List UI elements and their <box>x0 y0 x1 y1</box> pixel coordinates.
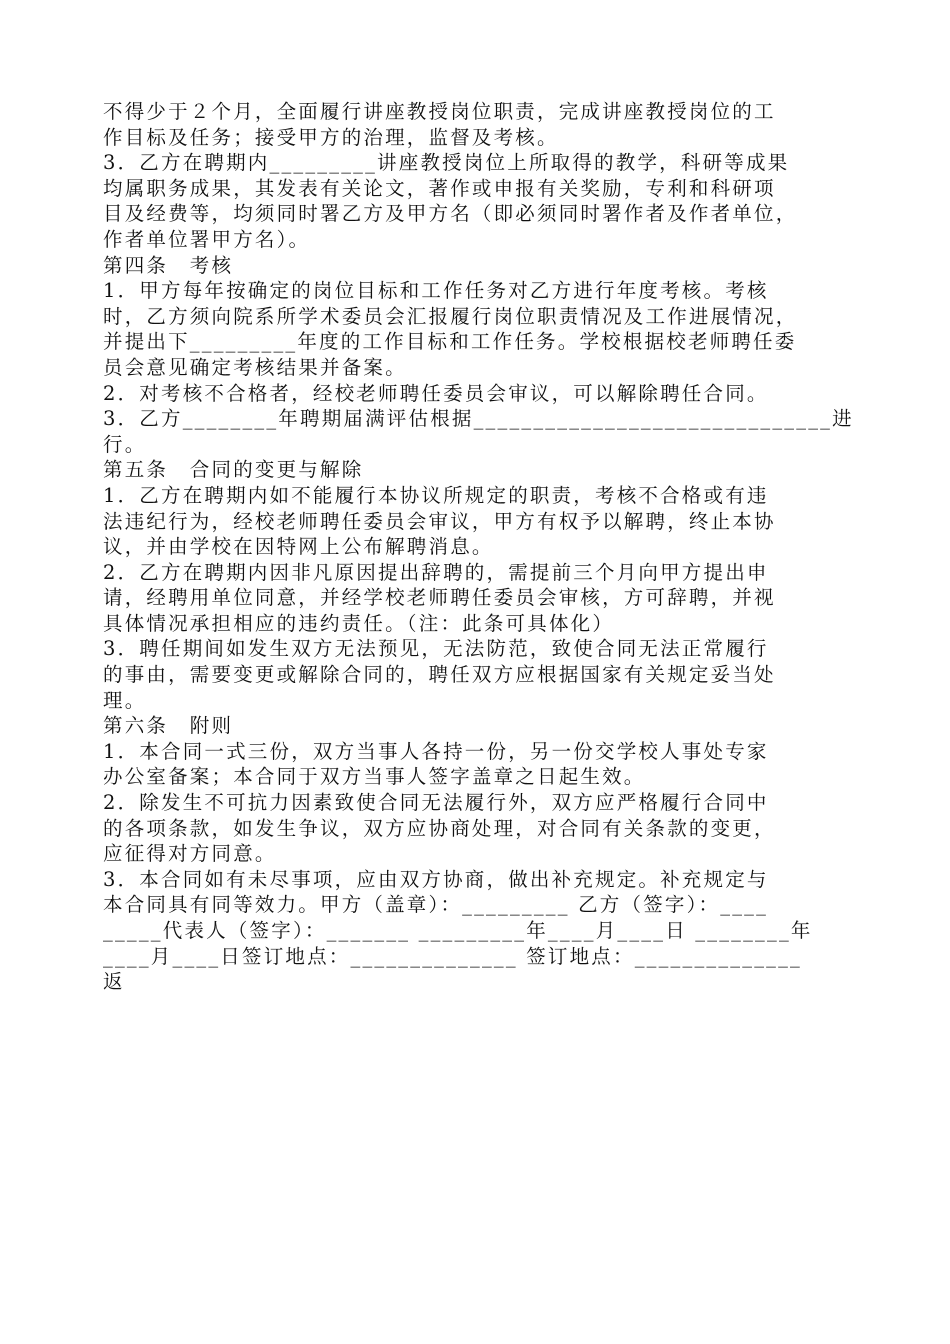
text-line: 具体情况承担相应的违约责任。（注：此条可具体化） <box>103 611 615 635</box>
text-line: 本合同具有同等效力。甲方（盖章）：_________ 乙方（签字）：____ <box>103 893 769 917</box>
text-line: 3．本合同如有未尽事项，应由双方协商，做出补充规定。补充规定与 <box>103 867 769 891</box>
text-line: 2．乙方在聘期内因非凡原因提出辞聘的，需提前三个月向甲方提出申 <box>103 560 769 584</box>
text-line: 请，经聘用单位同意，并经学校老师聘任委员会审核，方可辞聘，并视 <box>103 586 776 610</box>
text-line: ____月____日签订地点：______________ 签订地点：______________ <box>103 944 802 968</box>
text-line: 时，乙方须向院系所学术委员会汇报履行岗位职责情况及工作进展情况， <box>103 304 798 328</box>
text-line: 员会意见确定考核结果并备案。 <box>103 355 407 379</box>
text-line: 的各项条款，如发生争议，双方应协商处理，对合同有关条款的变更， <box>103 816 776 840</box>
text-line: 不得少于２个月，全面履行讲座教授岗位职责，完成讲座教授岗位的工 <box>103 100 776 123</box>
text-line: 1．乙方在聘期内如不能履行本协议所规定的职责，考核不合格或有违 <box>103 483 769 507</box>
text-line: 应征得对方同意。 <box>103 842 277 866</box>
section-heading: 第五条 合同的变更与解除 <box>103 458 364 482</box>
text-line: 返 <box>103 970 125 994</box>
section-heading: 第六条 附则 <box>103 714 234 738</box>
text-line: 目及经费等，均须同时署乙方及甲方名（即必须同时署作者及作者单位， <box>103 202 798 226</box>
document-body <box>103 99 863 995</box>
text-line: 行。 <box>103 432 147 456</box>
text-line: 均属职务成果，其发表有关论文，著作或申报有关奖励，专利和科研项 <box>103 176 776 200</box>
text-line: 并提出下_________年度的工作目标和工作任务。学校根据校老师聘任委 <box>103 330 797 354</box>
text-line: 1．本合同一式三份，双方当事人各持一份，另一份交学校人事处专家 <box>103 739 769 763</box>
text-line: 3．乙方在聘期内_________讲座教授岗位上所取得的教学，科研等成果 <box>103 151 790 175</box>
section-heading: 第四条 考核 <box>103 253 234 277</box>
text-line: 2．对考核不合格者，经校老师聘任委员会审议，可以解除聘任合同。 <box>103 381 769 405</box>
text-line: 3．聘任期间如发生双方无法预见，无法防范，致使合同无法正常履行 <box>103 637 769 661</box>
text-line: 的事由，需要变更或解除合同的，聘任双方应根据国家有关规定妥当处 <box>103 663 776 687</box>
text-line: 作目标及任务；接受甲方的治理，监督及考核。 <box>103 125 559 149</box>
text-line: 作者单位署甲方名）。 <box>103 227 311 251</box>
text-line: _____代表人（签字）：_______ _________年____月____日 ________年 <box>103 919 813 942</box>
text-line: 3．乙方________年聘期届满评估根据______________________________进 <box>103 407 854 431</box>
text-line: 2．除发生不可抗力因素致使合同无法履行外，双方应严格履行合同中 <box>103 791 769 815</box>
text-line: 1．甲方每年按确定的岗位目标和工作任务对乙方进行年度考核。考核 <box>103 279 769 303</box>
text-line: 理。 <box>103 688 147 712</box>
text-line: 办公室备案；本合同于双方当事人签字盖章之日起生效。 <box>103 765 646 789</box>
text-line: 议，并由学校在因特网上公布解聘消息。 <box>103 535 494 559</box>
text-line: 法违纪行为，经校老师聘任委员会审议，甲方有权予以解聘，终止本协 <box>103 509 776 533</box>
